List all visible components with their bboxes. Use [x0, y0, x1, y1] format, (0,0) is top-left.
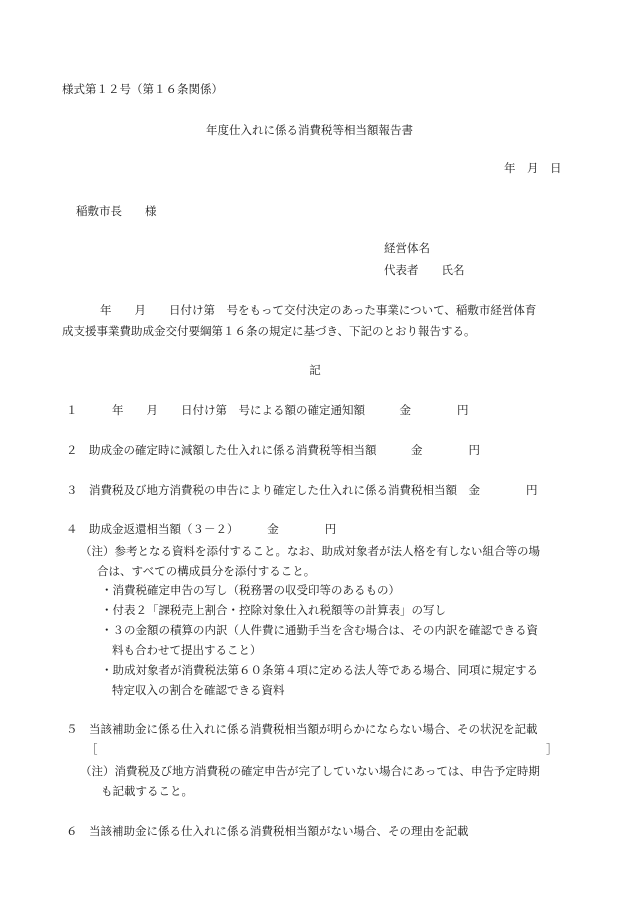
- form-number: 様式第１２号（第１６条関係）: [62, 82, 223, 96]
- item-4-note-line-1: （注）参考となる資料を添付すること。なお、助成対象者が法人格を有しない組合等の場: [80, 544, 540, 558]
- body-line-2: 成支援事業費助成金交付要綱第１６条の規定に基づき、下記のとおり報告する。: [62, 324, 476, 338]
- bullet-4-line-2: 特定収入の割合を確認できる資料: [112, 683, 285, 697]
- bullet-3-line-1: ・３の金額の積算の内訳（人件費に通勤手当を含む場合は、その内訳を確認できる資: [101, 623, 538, 637]
- representative-label: 代表者 氏名: [384, 263, 465, 277]
- body-line-1: 年 月 日付け第 号をもって交付決定のあった事業について、稲敷市経営体育: [100, 303, 537, 317]
- item-4-note-line-2: 合は、すべての構成員分を添付すること。: [97, 564, 316, 578]
- item-5: ５ 当該補助金に係る仕入れに係る消費税相当額が明らかにならない場合、その状況を記載: [66, 722, 538, 736]
- bullet-1: ・消費税確定申告の写し（税務署の収受印等のあるもの）: [101, 583, 400, 597]
- item-5-note-line-2: も記載すること。: [101, 784, 193, 798]
- item-3: ３ 消費税及び地方消費税の申告により確定した仕入れに係る消費税相当額 金 円: [66, 483, 538, 497]
- bracket-close: ］: [546, 742, 558, 756]
- org-name-label: 経営体名: [384, 241, 430, 255]
- document-title: 年度仕入れに係る消費税等相当額報告書: [206, 123, 413, 137]
- item-2: ２ 助成金の確定時に減額した仕入れに係る消費税等相当額 金 円: [66, 443, 480, 457]
- item-6: ６ 当該補助金に係る仕入れに係る消費税相当額がない場合、その理由を記載: [66, 824, 469, 838]
- addressee: 稲敷市長 様: [76, 204, 157, 218]
- date-line: 年 月 日: [504, 161, 562, 175]
- bullet-3-line-2: 料も合わせて提出すること）: [112, 643, 262, 657]
- item-4: ４ 助成金返還相当額（３－２） 金 円: [66, 522, 337, 536]
- ki-heading: 記: [309, 363, 321, 377]
- item-1: １ 年 月 日付け第 号による額の確定通知額 金 円: [66, 403, 469, 417]
- bullet-2: ・付表２「課税売上割合・控除対象仕入れ税額等の計算表」の写し: [101, 603, 446, 617]
- item-5-note-line-1: （注）消費税及び地方消費税の確定申告が完了していない場合にあっては、申告予定時期: [80, 764, 540, 778]
- bracket-open: ［: [86, 742, 98, 756]
- bullet-4-line-1: ・助成対象者が消費税法第６０条第４項に定める法人等である場合、同項に規定する: [101, 663, 538, 677]
